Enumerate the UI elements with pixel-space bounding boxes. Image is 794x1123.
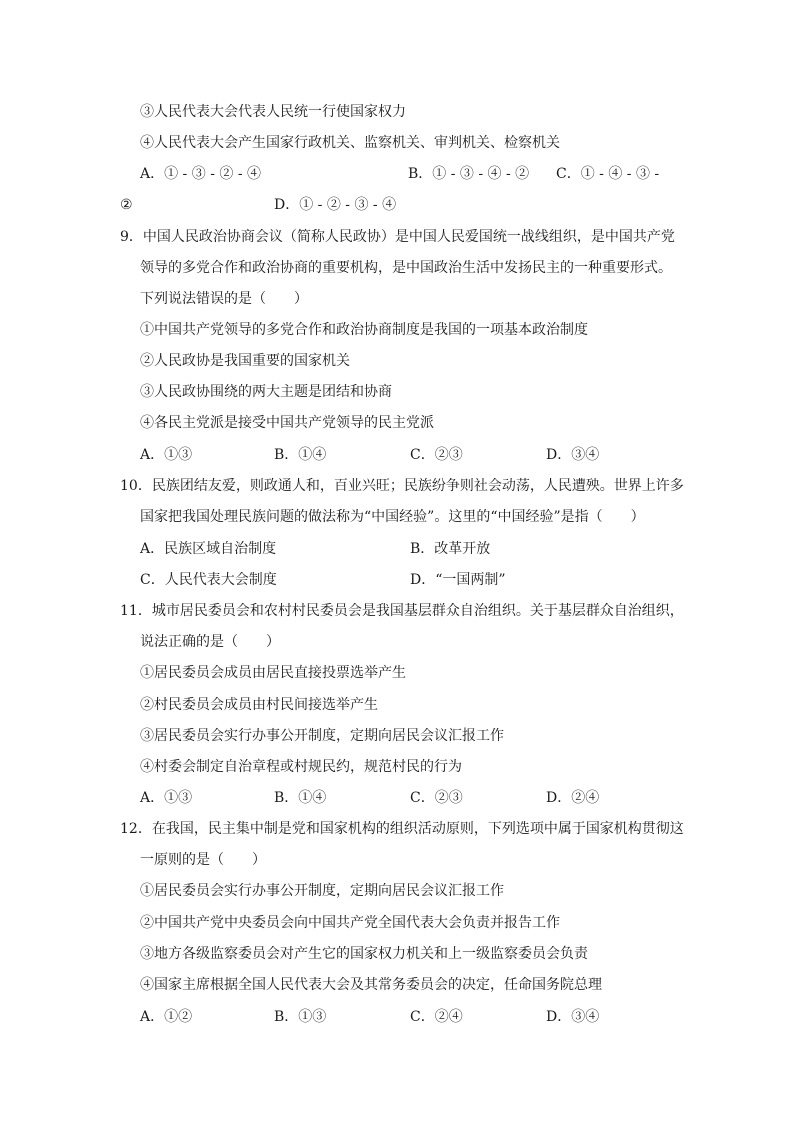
q11-option-d: D．②④: [546, 790, 600, 806]
q8-option-d: D．① - ② - ③ - ④: [274, 197, 397, 213]
q12-option-d: D．③④: [546, 1009, 600, 1025]
q9-stem-line-1: 9．中国人民政治协商会议（简称人民政协）是中国人民爱国统一战线组织，是中国共产党: [120, 229, 675, 245]
q11-option-a: A．①③: [140, 790, 193, 806]
q8-option-c: C．① - ④ - ③ -: [556, 166, 660, 182]
q10-option-c: C．人民代表大会制度: [140, 572, 277, 588]
q9-stem-line-3: 下列说法错误的是（ ）: [140, 291, 308, 307]
q11-item-3: ③居民委员会实行办事公开制度，定期向居民会议汇报工作: [140, 728, 504, 744]
q9-item-3: ③人民政协围绕的两大主题是团结和协商: [140, 384, 392, 400]
q9-option-d: D．③④: [546, 447, 600, 463]
q9-item-2: ②人民政协是我国重要的国家机关: [140, 353, 350, 369]
q10-option-a: A．民族区域自治制度: [140, 541, 277, 557]
q12-stem-line-2: 一原则的是（ ）: [140, 852, 266, 868]
q11-item-4: ④村委会制定自治章程或村规民约，规范村民的行为: [140, 759, 462, 775]
q10-stem-line-1: 10．民族团结友爱，则政通人和，百业兴旺；民族纷争则社会动荡，人民遭殃。世界上许多: [120, 478, 684, 494]
q8-option-b: B．① - ③ - ④ - ②: [408, 166, 530, 182]
q12-stem-line-1: 12．在我国，民主集中制是党和国家机构的组织活动原则，下列选项中属于国家机构贯彻这: [120, 821, 684, 837]
q8-option-c-wrap: ②: [120, 197, 133, 213]
q12-option-c: C．②④: [410, 1009, 463, 1025]
q11-stem-line-1: 11．城市居民委员会和农村村民委员会是我国基层群众自治组织。关于基层群众自治组织，: [120, 603, 684, 619]
q8-item-4: ④人民代表大会产生国家行政机关、监察机关、审判机关、检察机关: [140, 135, 560, 151]
q12-item-1: ①居民委员会实行办事公开制度，定期向居民会议汇报工作: [140, 883, 504, 899]
q10-stem-line-2: 国家把我国处理民族问题的做法称为“中国经验”。这里的“中国经验”是指（ ）: [140, 509, 645, 525]
q11-item-1: ①居民委员会成员由居民直接投票选举产生: [140, 665, 406, 681]
q12-item-3: ③地方各级监察委员会对产生它的国家权力机关和上一级监察委员会负责: [140, 946, 588, 962]
q12-item-2: ②中国共产党中央委员会向中国共产党全国代表大会负责并报告工作: [140, 915, 560, 931]
q11-stem-line-2: 说法正确的是（ ）: [140, 634, 280, 650]
q9-stem-line-2: 领导的多党合作和政治协商的重要机构，是中国政治生活中发扬民主的一种重要形式。: [140, 260, 672, 276]
q8-option-a: A．① - ③ - ② - ④: [140, 166, 262, 182]
q9-option-b: B．①④: [274, 447, 327, 463]
q12-option-a: A．①②: [140, 1009, 193, 1025]
q9-item-1: ①中国共产党领导的多党合作和政治协商制度是我国的一项基本政治制度: [140, 322, 588, 338]
q9-option-a: A．①③: [140, 447, 193, 463]
q12-item-4: ④国家主席根据全国人民代表大会及其常务委员会的决定，任命国务院总理: [140, 977, 602, 993]
q12-option-b: B．①③: [274, 1009, 327, 1025]
q9-option-c: C．②③: [410, 447, 463, 463]
q11-option-c: C．②③: [410, 790, 463, 806]
q11-item-2: ②村民委员会成员由村民间接选举产生: [140, 697, 378, 713]
q10-option-d: D．“一国两制”: [410, 572, 506, 588]
q8-item-3: ③人民代表大会代表人民统一行使国家权力: [140, 104, 406, 120]
q11-option-b: B．①④: [274, 790, 327, 806]
q9-item-4: ④各民主党派是接受中国共产党领导的民主党派: [140, 415, 434, 431]
q10-option-b: B．改革开放: [410, 541, 491, 557]
